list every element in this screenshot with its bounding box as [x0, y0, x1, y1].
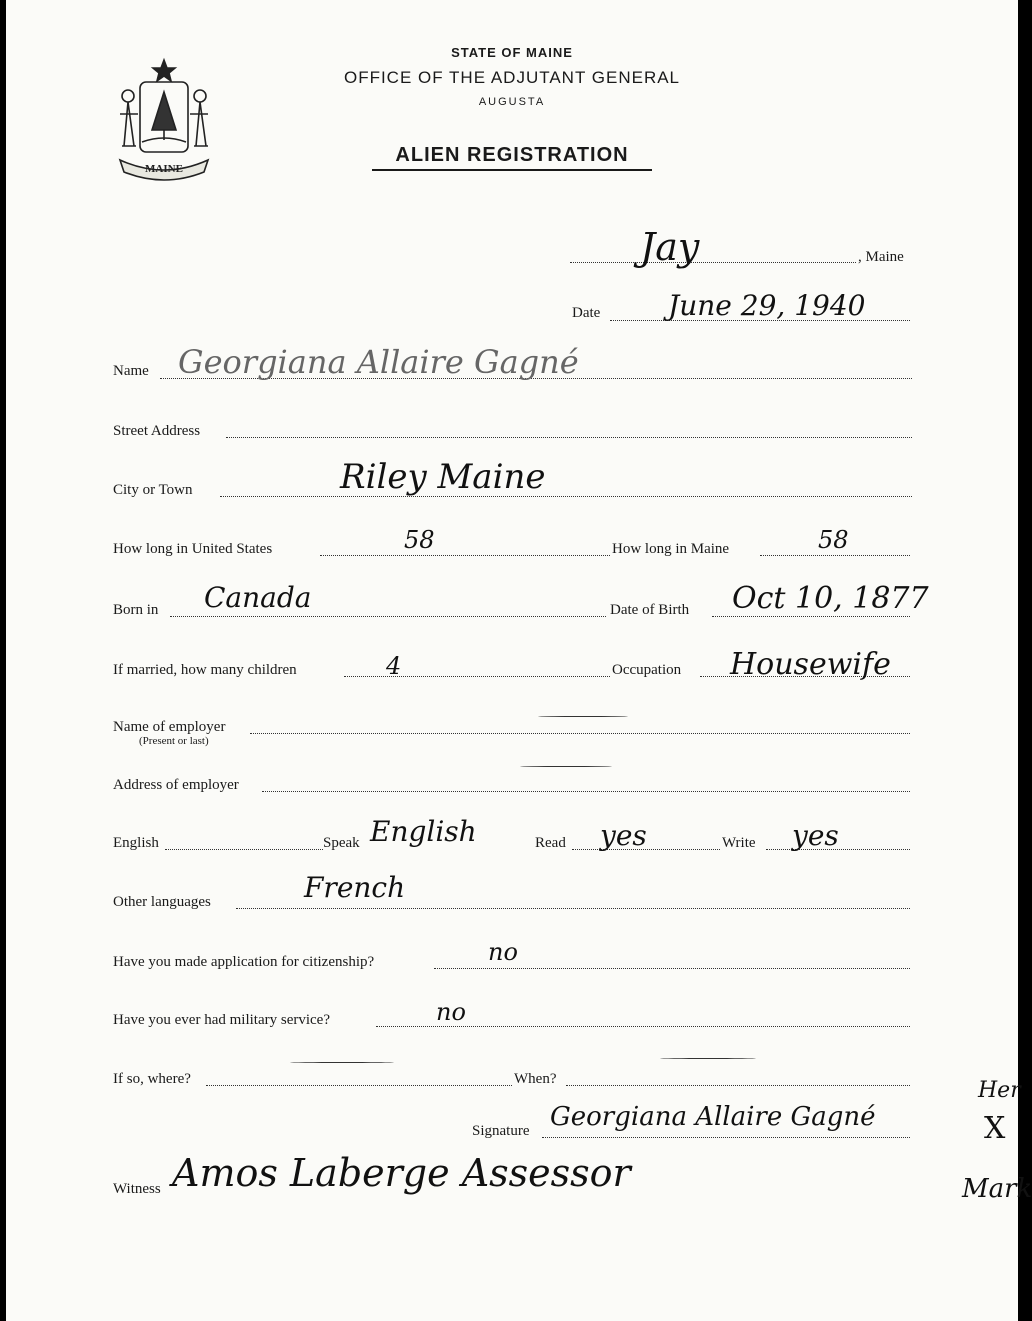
read-label: Read [535, 835, 566, 851]
other-languages-line [236, 908, 910, 909]
employer-address-label: Address of employer [113, 777, 239, 793]
other-languages-label: Other languages [113, 894, 211, 910]
how-long-us-label: How long in United States [113, 541, 273, 557]
military-value[interactable]: no [436, 998, 466, 1026]
write-label: Write [722, 835, 756, 851]
name-label: Name [113, 363, 149, 379]
read-value[interactable]: yes [600, 819, 647, 852]
signature-line [542, 1137, 910, 1138]
how-long-maine-line [760, 555, 910, 556]
witness-value[interactable]: Amos Laberge Assessor [172, 1151, 631, 1195]
employer-label: Name of employer [113, 719, 226, 735]
english-line [165, 849, 323, 850]
seal-lettering: MAINE [145, 163, 183, 175]
date-label: Date [572, 305, 601, 321]
employer-address-line [262, 791, 910, 792]
where-line [206, 1085, 512, 1086]
children-value[interactable]: 4 [386, 652, 402, 680]
citizenship-label: Have you made application for citizenship? [113, 954, 375, 970]
town-value[interactable]: Jay [640, 225, 700, 269]
when-label: When? [514, 1071, 557, 1087]
where-dash [290, 1062, 394, 1063]
street-line [226, 437, 912, 438]
military-line [376, 1026, 910, 1027]
born-in-label: Born in [113, 602, 159, 618]
dob-value[interactable]: Oct 10, 1877 [732, 581, 929, 616]
employer-address-dash [520, 766, 612, 767]
name-value[interactable]: Georgiana Allaire Gagné [178, 343, 579, 381]
dob-line [712, 616, 910, 617]
city-line [220, 496, 912, 497]
city-label: City or Town [113, 482, 193, 498]
city-value[interactable]: Riley Maine [340, 457, 546, 497]
witness-label: Witness [113, 1181, 161, 1197]
employer-sublabel: (Present or last) [139, 735, 209, 747]
signature-label: Signature [472, 1123, 530, 1139]
children-label: If married, how many children [113, 662, 297, 678]
dob-label: Date of Birth [610, 602, 690, 618]
speak-label: Speak [323, 835, 360, 851]
speak-value[interactable]: English [370, 815, 477, 848]
when-dash [660, 1058, 756, 1059]
english-label: English [113, 835, 159, 851]
occupation-label: Occupation [612, 662, 682, 678]
street-label: Street Address [113, 423, 201, 439]
header-state: STATE OF MAINE [451, 45, 573, 60]
header-city: AUGUSTA [478, 96, 546, 108]
born-in-line [170, 616, 606, 617]
how-long-us-line [320, 555, 610, 556]
town-line [570, 262, 856, 263]
write-value[interactable]: yes [792, 819, 839, 852]
signature-value[interactable]: Georgiana Allaire Gagné [550, 1102, 876, 1132]
maine-label: , Maine [858, 249, 904, 265]
children-line [344, 676, 610, 677]
born-in-value[interactable]: Canada [204, 581, 312, 614]
when-line [566, 1085, 910, 1086]
date-value[interactable]: June 29, 1940 [668, 289, 866, 322]
header-office: OFFICE OF THE ADJUTANT GENERAL [343, 68, 681, 87]
signature-mark-bottom: Mark [962, 1174, 1032, 1204]
employer-line [250, 733, 910, 734]
occupation-value[interactable]: Housewife [730, 647, 891, 682]
military-label: Have you ever had military service? [113, 1012, 330, 1028]
citizenship-value[interactable]: no [488, 938, 518, 966]
other-languages-value[interactable]: French [304, 871, 406, 904]
how-long-maine-label: How long in Maine [612, 541, 730, 557]
how-long-us-value[interactable]: 58 [404, 526, 435, 554]
how-long-maine-value[interactable]: 58 [818, 526, 849, 554]
form-title: ALIEN REGISTRATION [372, 144, 652, 171]
signature-mark-x: X [984, 1111, 1006, 1146]
citizenship-line [434, 968, 910, 969]
employer-dash [538, 716, 628, 717]
if-so-where-label: If so, where? [113, 1071, 191, 1087]
signature-mark-top: Her [978, 1078, 1021, 1103]
